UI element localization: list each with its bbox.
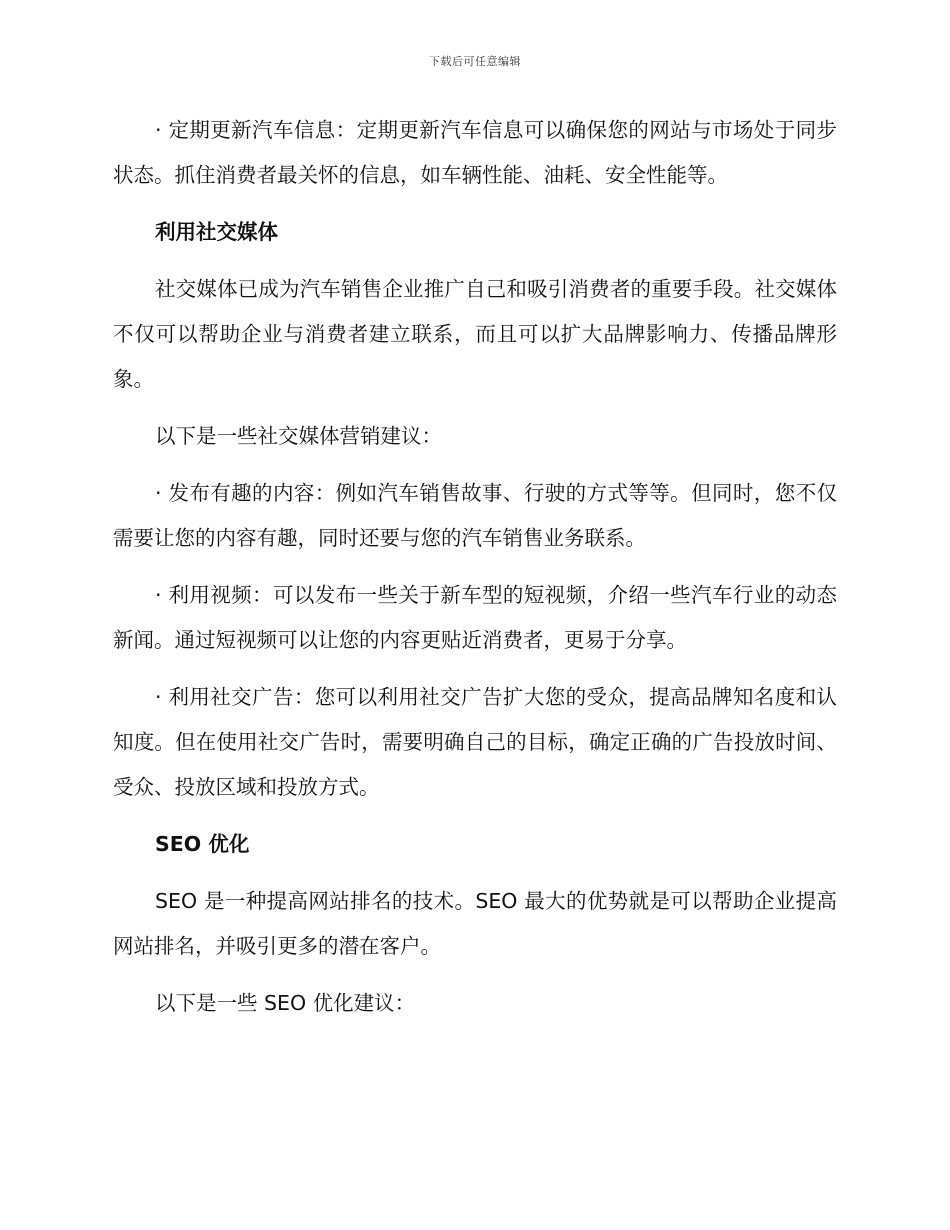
page-header: 下载后可任意编辑: [429, 55, 521, 68]
paragraph-social-ads: · 利用社交广告：您可以利用社交广告扩大您的受众，提高品牌知名度和认知度。但在使用社交广告时，需要明确自己的目标，确定正确的广告投放时间、受众、投放区域和投放方式。: [113, 685, 837, 799]
paragraph-use-video: · 利用视频：可以发布一些关于新车型的短视频，介绍一些汽车行业的动态新闻。通过短视频可以让您的内容更贴近消费者，更易于分享。: [113, 583, 837, 652]
section-heading-social-media: 利用社交媒体: [155, 220, 278, 244]
paragraph-social-media-suggestions: 以下是一些社交媒体营销建议：: [155, 424, 442, 448]
document-body: [113, 108, 837, 1038]
paragraph-social-media-intro: 社交媒体已成为汽车销售企业推广自己和吸引消费者的重要手段。社交媒体不仅可以帮助企业与消费者建立联系，而且可以扩大品牌影响力、传播品牌形象。: [113, 277, 837, 391]
paragraph-seo-intro: SEO 是一种提高网站排名的技术。SEO 最大的优势就是可以帮助企业提高网站排名，并吸引更多的潜在客户。: [113, 889, 837, 958]
section-heading-seo: SEO 优化: [155, 832, 250, 856]
paragraph-update-car-info: · 定期更新汽车信息：定期更新汽车信息可以确保您的网站与市场处于同步状态。抓住消费者最关怀的信息，如车辆性能、油耗、安全性能等。: [113, 118, 837, 187]
paragraph-seo-suggestions: 以下是一些 SEO 优化建议：: [155, 991, 416, 1015]
paragraph-interesting-content: · 发布有趣的内容：例如汽车销售故事、行驶的方式等等。但同时，您不仅需要让您的内容有趣，同时还要与您的汽车销售业务联系。: [113, 481, 837, 550]
